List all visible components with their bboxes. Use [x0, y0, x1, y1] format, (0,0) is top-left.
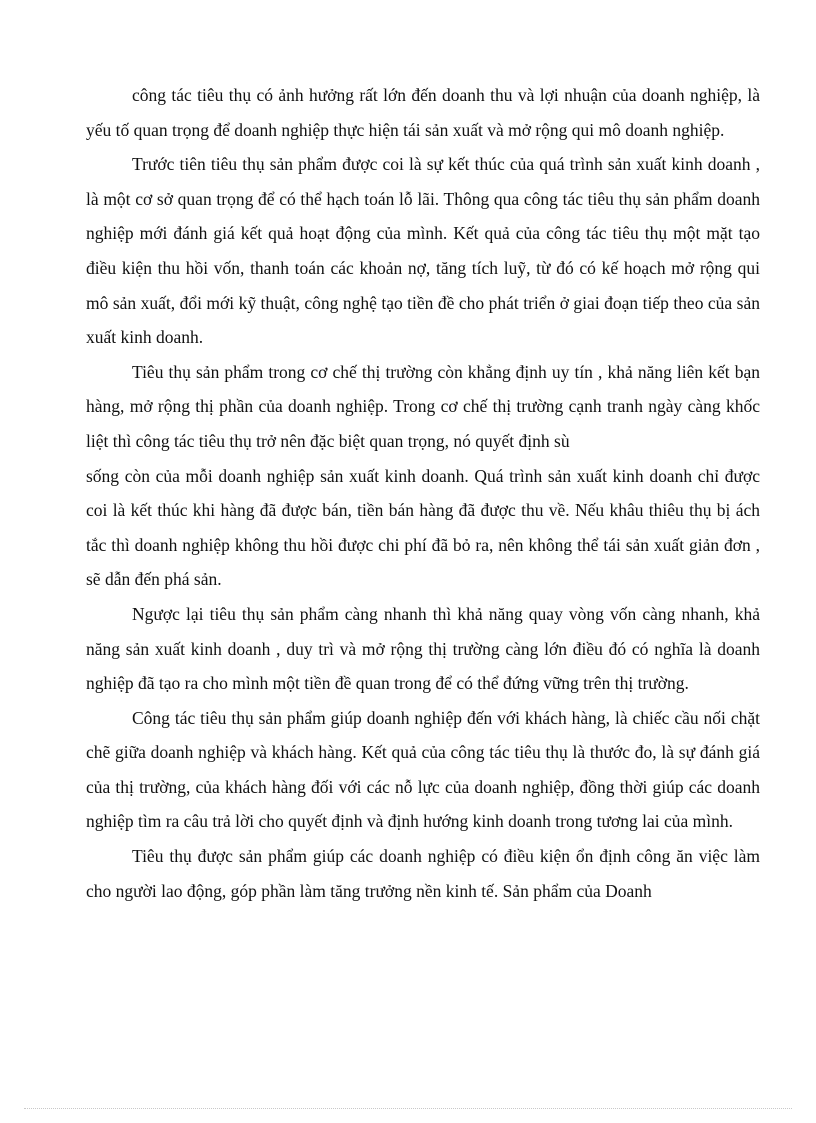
paragraph-4: sống còn của mỗi doanh nghiệp sản xuất kinh doanh. Quá trình sản xuất kinh doanh chỉ được coi là kết thúc khi hàng đã được bán, tiền bán hàng đã được thu về. Nếu khâu thiêu thụ bị ách tắc thì doanh nghiệp không thu hồi được chi phí đã bỏ ra, nên không thể tái sản xuất giản đơn , sẽ dẫn đến phá sản.	[86, 465, 760, 590]
document-page	[86, 78, 760, 908]
paragraph-2: Trước tiên tiêu thụ sản phẩm được coi là sự kết thúc của quá trình sản xuất kinh doanh , là một cơ sở quan trọng để có thể hạch toán lỗ lãi. Thông qua công tác tiêu thụ sản phẩm doanh nghiệp mới đánh giá kết quả hoạt động của mình. Kết quả của công tác tiêu thụ một mặt tạo điều kiện thu hồi vốn, thanh toán các khoản nợ, tăng tích luỹ, từ đó có kế hoạch mở rộng qui mô sản xuất, đổi mới kỹ thuật, công nghệ tạo tiền đề cho phát triển ở giai đoạn tiếp theo của sản xuất kinh doanh.	[86, 154, 760, 348]
paragraph-5: Ngược lại tiêu thụ sản phẩm càng nhanh thì khả năng quay vòng vốn càng nhanh, khả năng sản xuất kinh doanh , duy trì và mở rộng thị trường càng lớn điều đó có nghĩa là doanh nghiệp đã tạo ra cho mình một tiền đề quan trong để có thể đứng vững trên thị trường.	[86, 603, 760, 694]
page-bottom-divider	[24, 1108, 792, 1109]
paragraph-1: công tác tiêu thụ có ảnh hưởng rất lớn đến doanh thu và lợi nhuận của doanh nghiệp, là yếu tố quan trọng để doanh nghiệp thực hiện tái sản xuất và mở rộng qui mô doanh nghiệp.	[86, 85, 760, 140]
paragraph-6: Công tác tiêu thụ sản phẩm giúp doanh nghiệp đến với khách hàng, là chiếc cầu nối chặt chẽ giữa doanh nghiệp và khách hàng. Kết quả của công tác tiêu thụ là thước đo, là sự đánh giá của thị trường, của khách hàng đối với các nỗ lực của doanh nghiệp, đồng thời giúp các doanh nghiệp tìm ra câu trả lời cho quyết định và định hướng kinh doanh trong tương lai của mình.	[86, 707, 760, 832]
paragraph-7: Tiêu thụ được sản phẩm giúp các doanh nghiệp có điều kiện ổn định công ăn việc làm cho người lao động, góp phần làm tăng trưởng nền kinh tế. Sản phẩm của Doanh	[86, 846, 760, 901]
paragraph-3: Tiêu thụ sản phẩm trong cơ chế thị trường còn khẳng định uy tín , khả năng liên kết bạn hàng, mở rộng thị phần của doanh nghiệp. Trong cơ chế thị trường cạnh tranh ngày càng khốc liệt thì công tác tiêu thụ trở nên đặc biệt quan trọng, nó quyết định sù	[86, 361, 760, 451]
